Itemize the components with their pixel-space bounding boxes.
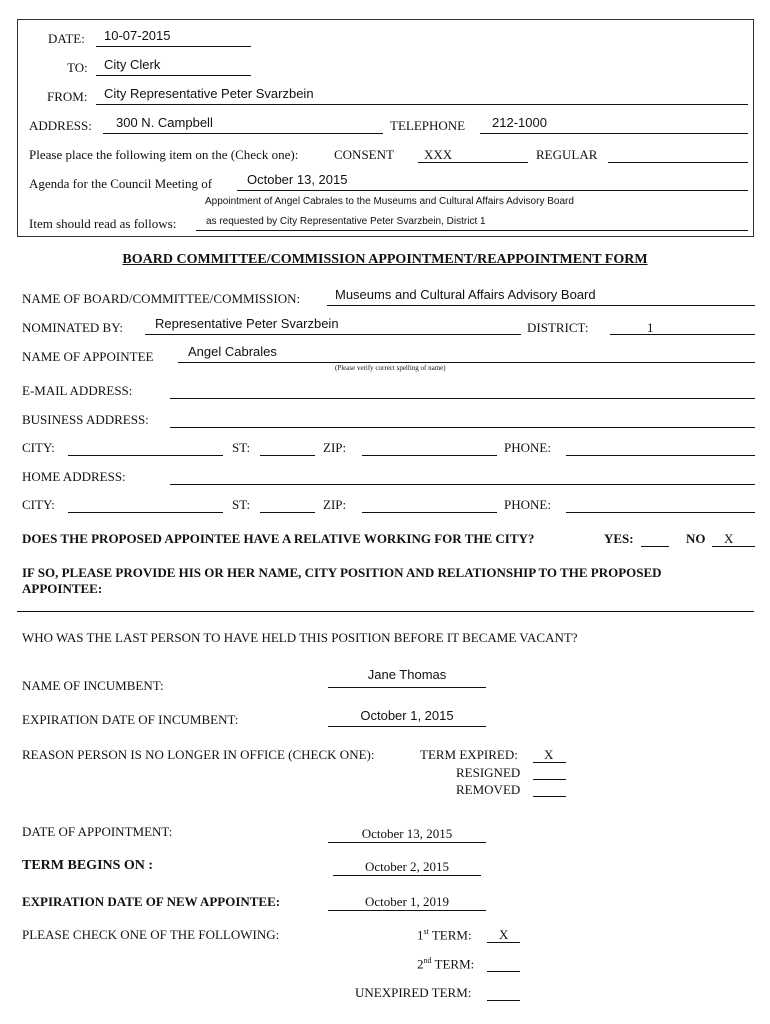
st-field-2[interactable]: [260, 512, 315, 513]
business-field[interactable]: [170, 427, 755, 428]
phone-label-2: PHONE:: [504, 497, 551, 512]
if-so-line-1: IF SO, PLEASE PROVIDE HIS OR HER NAME, CITY POSITION AND RELATIONSHIP TO THE PROPOSED: [22, 565, 662, 580]
date-label: DATE:: [48, 31, 85, 46]
nominated-field[interactable]: Representative Peter Svarzbein: [155, 316, 339, 331]
no-underline: [712, 546, 755, 547]
incumbent-wrap: [328, 667, 486, 683]
consent-label: CONSENT: [334, 147, 394, 162]
term-expired-label: TERM EXPIRED:: [420, 747, 518, 762]
check-one-following-label: PLEASE CHECK ONE OF THE FOLLOWING:: [22, 927, 280, 942]
from-label: FROM:: [47, 89, 88, 104]
first-term-num: 1: [417, 927, 424, 943]
board-underline: [327, 305, 755, 306]
first-term-underline: [487, 942, 520, 943]
incumbent-exp-wrap: [328, 708, 486, 724]
appointment-date-field[interactable]: October 13, 2015: [361, 826, 453, 841]
telephone-underline: [480, 133, 748, 134]
st-field[interactable]: [260, 455, 315, 456]
appointment-date-wrap: [328, 826, 486, 842]
zip-label-2: ZIP:: [323, 497, 347, 512]
relative-question: DOES THE PROPOSED APPOINTEE HAVE A RELATIVE WORKING FOR THE CITY?: [22, 531, 535, 546]
incumbent-field[interactable]: Jane Thomas: [367, 667, 447, 682]
second-term-field[interactable]: [487, 971, 520, 972]
st-label-2: ST:: [232, 497, 251, 512]
resigned-field[interactable]: [533, 779, 566, 780]
term-expired-field[interactable]: X: [544, 747, 554, 762]
item-label: Item should read as follows:: [29, 216, 177, 231]
email-label: E-MAIL ADDRESS:: [22, 383, 133, 398]
second-term-sup: nd: [423, 956, 432, 965]
item-line-1[interactable]: Appointment of Angel Cabrales to the Museums and Cultural Affairs Advisory Board: [205, 196, 574, 207]
district-underline: [610, 334, 755, 335]
term-begins-label: TERM BEGINS ON :: [22, 858, 154, 873]
district-label: DISTRICT:: [527, 320, 589, 335]
zip-label: ZIP:: [323, 440, 347, 455]
city-field-2[interactable]: [68, 512, 223, 513]
agenda-field[interactable]: October 13, 2015: [247, 172, 348, 187]
new-exp-wrap: [328, 894, 486, 910]
regular-field[interactable]: [608, 162, 748, 163]
term-expired-underline: [533, 762, 566, 763]
from-field[interactable]: City Representative Peter Svarzbein: [104, 86, 314, 101]
second-term-word: TERM:: [434, 956, 475, 972]
second-term-num: 2: [417, 956, 424, 972]
address-underline: [103, 133, 383, 134]
yes-field[interactable]: [641, 546, 669, 547]
section-divider: [17, 611, 754, 612]
telephone-label: TELEPHONE: [390, 118, 466, 133]
unexpired-term-field[interactable]: [487, 1000, 520, 1001]
first-term-label: [417, 927, 472, 943]
phone-field[interactable]: [566, 455, 755, 456]
term-begins-wrap: [333, 859, 481, 875]
home-label: HOME ADDRESS:: [22, 469, 126, 484]
first-term-sup: st: [423, 927, 429, 936]
item-line-2[interactable]: as requested by City Representative Peter Svarzbein, District 1: [206, 216, 486, 227]
date-field[interactable]: 10-07-2015: [104, 28, 171, 43]
regular-label: REGULAR: [536, 147, 598, 162]
incumbent-exp-underline: [328, 726, 486, 727]
address-field[interactable]: 300 N. Campbell: [116, 115, 213, 130]
zip-field[interactable]: [362, 455, 497, 456]
phone-field-2[interactable]: [566, 512, 755, 513]
last-holder-question: WHO WAS THE LAST PERSON TO HAVE HELD THIS POSITION BEFORE IT BECAME VACANT?: [22, 630, 578, 645]
telephone-field[interactable]: 212-1000: [492, 115, 547, 130]
second-term-label: [417, 956, 474, 972]
phone-label: PHONE:: [504, 440, 551, 455]
agenda-underline: [237, 190, 748, 191]
appointment-date-label: DATE OF APPOINTMENT:: [22, 824, 173, 839]
from-underline: [96, 104, 748, 105]
appointee-label: NAME OF APPOINTEE: [22, 349, 154, 364]
no-field[interactable]: X: [724, 531, 734, 546]
consent-underline: [418, 162, 528, 163]
email-field[interactable]: [170, 398, 755, 399]
incumbent-exp-field[interactable]: October 1, 2015: [360, 708, 454, 723]
yes-label: YES:: [604, 531, 634, 546]
zip-field-2[interactable]: [362, 512, 497, 513]
incumbent-label: NAME OF INCUMBENT:: [22, 678, 164, 693]
first-term-word: TERM:: [431, 927, 472, 943]
verify-note: (Please verify correct spelling of name): [335, 364, 446, 372]
st-label: ST:: [232, 440, 251, 455]
incumbent-underline: [328, 687, 486, 688]
new-exp-label: EXPIRATION DATE OF NEW APPOINTEE:: [22, 894, 281, 909]
home-field[interactable]: [170, 484, 755, 485]
appointment-date-underline: [328, 842, 486, 843]
appointee-field[interactable]: Angel Cabrales: [188, 344, 277, 359]
no-label: NO: [686, 531, 706, 546]
incumbent-exp-label: EXPIRATION DATE OF INCUMBENT:: [22, 712, 239, 727]
form-title: BOARD COMMITTEE/COMMISSION APPOINTMENT/REAPPOINTMENT FORM: [122, 252, 648, 267]
form-title-wrap: [0, 251, 770, 268]
board-label: NAME OF BOARD/COMMITTEE/COMMISSION:: [22, 291, 301, 306]
city-label-2: CITY:: [22, 497, 55, 512]
address-label: ADDRESS:: [29, 118, 92, 133]
city-label: CITY:: [22, 440, 55, 455]
first-term-field[interactable]: X: [499, 927, 509, 942]
nominated-label: NOMINATED BY:: [22, 320, 123, 335]
city-field[interactable]: [68, 455, 223, 456]
district-field[interactable]: 1: [647, 320, 654, 335]
to-label: TO:: [67, 60, 88, 75]
resigned-label: RESIGNED: [456, 765, 521, 780]
check-one-text: Please place the following item on the (Check one):: [29, 147, 299, 162]
new-exp-field[interactable]: October 1, 2019: [364, 894, 450, 909]
reason-label: REASON PERSON IS NO LONGER IN OFFICE (CHECK ONE):: [22, 747, 375, 762]
appointee-underline: [178, 362, 755, 363]
term-begins-field[interactable]: October 2, 2015: [364, 859, 450, 874]
date-underline: [96, 46, 251, 47]
term-begins-underline: [333, 875, 481, 876]
removed-label: REMOVED: [456, 782, 521, 797]
removed-field[interactable]: [533, 796, 566, 797]
consent-field[interactable]: XXX: [424, 147, 453, 162]
to-underline: [96, 75, 251, 76]
unexpired-term-label: UNEXPIRED TERM:: [355, 985, 472, 1000]
business-label: BUSINESS ADDRESS:: [22, 412, 149, 427]
if-so-line-2: APPOINTEE:: [22, 581, 103, 596]
item-underline: [196, 230, 748, 231]
nominated-underline: [145, 334, 521, 335]
board-field[interactable]: Museums and Cultural Affairs Advisory Board: [335, 287, 596, 302]
to-field[interactable]: City Clerk: [104, 57, 161, 72]
new-exp-underline: [328, 910, 486, 911]
agenda-label: Agenda for the Council Meeting of: [29, 176, 213, 191]
